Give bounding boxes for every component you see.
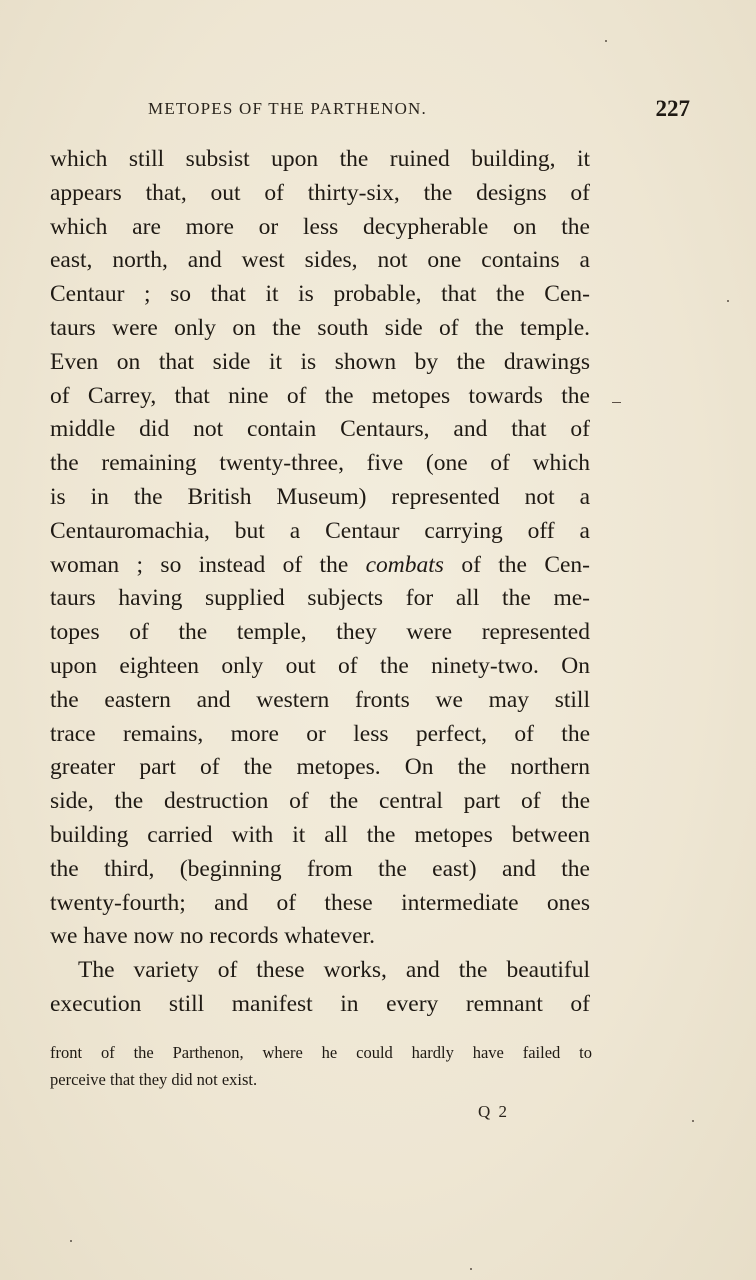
text-line: the remaining twenty-three, five (one of which — [50, 450, 590, 477]
text-line: execution still manifest in every remnant of — [50, 990, 590, 1017]
text-line: is in the British Museum) represented not a — [50, 483, 590, 510]
footnote-line: perceive that they did not exist. — [50, 1070, 258, 1089]
text-line-with-italic — [50, 549, 590, 583]
text-line: greater part of the metopes. On the northern — [50, 754, 590, 781]
text-line: the eastern and western fronts we may still — [50, 686, 590, 713]
paper-speck — [612, 402, 621, 403]
page-number: 227 — [655, 96, 690, 121]
running-head: METOPES OF THE PARTHENON. — [148, 99, 427, 118]
text-line: middle did not contain Centaurs, and that of — [50, 416, 590, 443]
text-line-start: woman ; so instead of the — [50, 551, 349, 578]
footnote-line: front of the Parthenon, where he could hardly have failed to — [50, 1043, 592, 1062]
text-line: upon eighteen only out of the ninety-two. On — [50, 652, 590, 679]
text-line: taurs having supplied subjects for all the me- — [50, 585, 590, 612]
text-line: appears that, out of thirty-six, the designs of — [50, 179, 590, 206]
italic-word: combats — [365, 551, 444, 578]
paper-speck — [70, 1240, 72, 1242]
text-line: Even on that side it is shown by the drawings — [50, 348, 590, 375]
signature-mark: Q 2 — [478, 1102, 510, 1121]
text-line: east, north, and west sides, not one contains a — [50, 247, 590, 274]
body-text — [50, 143, 590, 1022]
text-line: topes of the temple, they were represented — [50, 619, 590, 646]
text-line: the third, (beginning from the east) and the — [50, 855, 590, 882]
paragraph-start-line: The variety of these works, and the beautiful — [78, 957, 590, 984]
text-line: side, the destruction of the central part of the — [50, 788, 590, 815]
text-line: of Carrey, that nine of the metopes towards the — [50, 382, 590, 409]
text-line: building carried with it all the metopes between — [50, 821, 590, 848]
text-line: which are more or less decypherable on the — [50, 213, 590, 240]
text-line-end: of the Cen- — [461, 551, 590, 578]
paper-speck — [692, 1120, 694, 1122]
paper-speck — [727, 300, 729, 302]
text-line: taurs were only on the south side of the temple. — [50, 314, 590, 341]
text-line: trace remains, more or less perfect, of the — [50, 720, 590, 747]
footnote — [50, 1039, 592, 1093]
text-line: twenty-fourth; and of these intermediate ones — [50, 889, 590, 916]
text-line: which still subsist upon the ruined building, it — [50, 146, 590, 172]
paper-speck — [605, 40, 607, 42]
text-line: we have now no records whatever. — [50, 923, 375, 950]
text-line: Centaur ; so that it is probable, that the Cen- — [50, 281, 590, 308]
text-line: Centauromachia, but a Centaur carrying off a — [50, 517, 590, 544]
paper-speck — [470, 1268, 472, 1270]
